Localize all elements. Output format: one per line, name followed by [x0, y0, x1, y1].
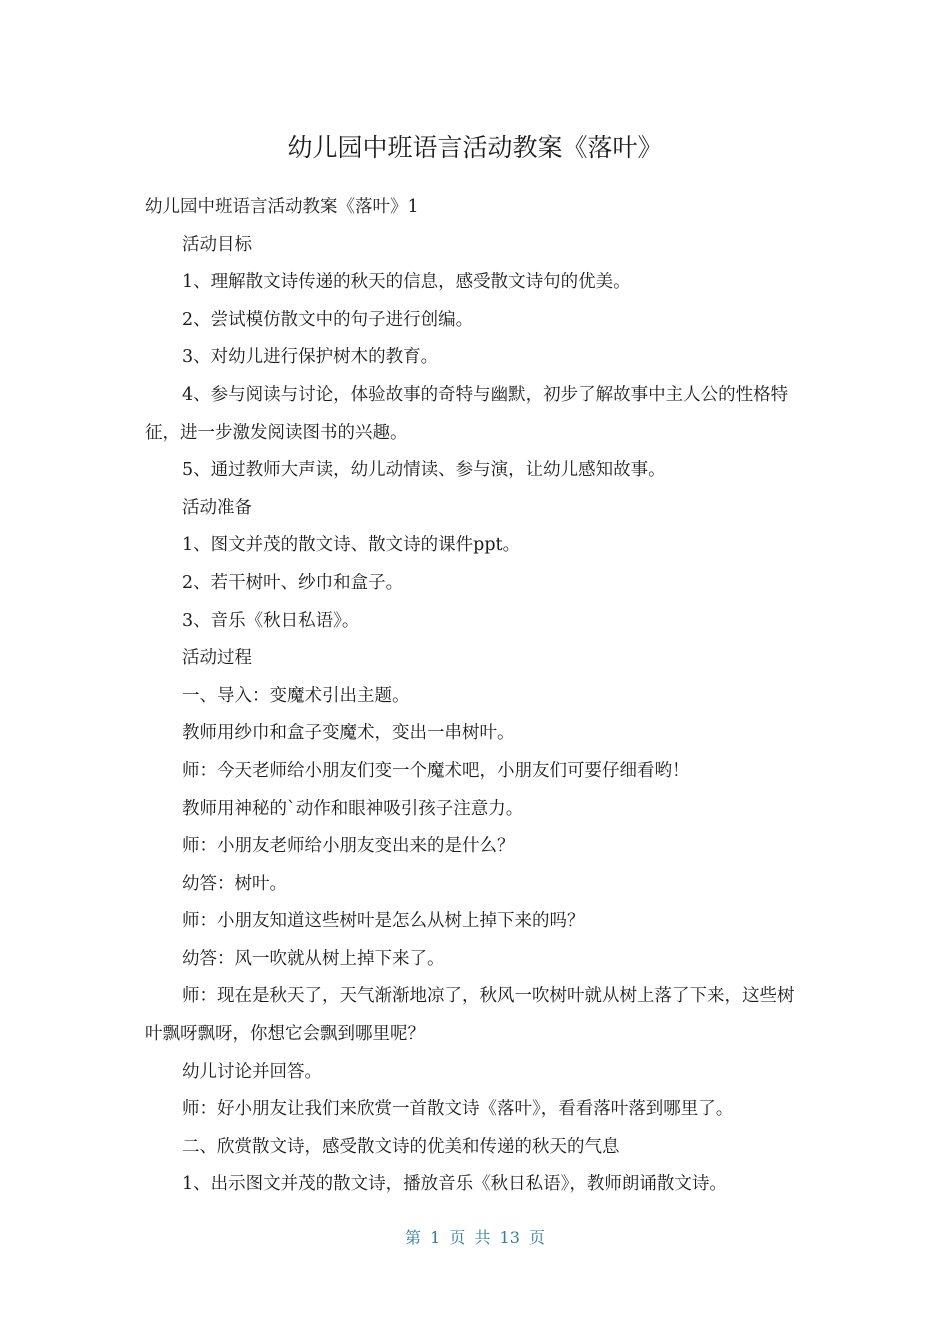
paragraph: 4、参与阅读与讨论，体验故事的奇特与幽默，初步了解故事中主人公的性格特征，进一步激发阅读图书的兴趣。 [145, 384, 789, 443]
document-title: 幼儿园中班语言活动教案《落叶》 [287, 133, 663, 162]
paragraph: 2、尝试模仿散文中的句子进行创编。 [182, 309, 474, 330]
paragraph: 师：今天老师给小朋友们变一个魔术吧，小朋友们可要仔细看哟！ [182, 760, 690, 781]
paragraph: 幼答：树叶。 [182, 873, 287, 894]
document-body [145, 189, 810, 1204]
paragraph: 3、对幼儿进行保护树木的教育。 [182, 347, 439, 368]
paragraph: 1、理解散文诗传递的秋天的信息，感受散文诗句的优美。 [182, 272, 631, 293]
paragraph: 教师用纱巾和盒子变魔术，变出一串树叶。 [182, 723, 515, 744]
paragraph: 2、若干树叶、纱巾和盒子。 [182, 572, 404, 593]
paragraph: 活动准备 [182, 497, 252, 518]
paragraph: 1、图文并茂的散文诗、散文诗的课件ppt。 [182, 535, 521, 556]
paragraph: 活动目标 [182, 234, 252, 255]
paragraph: 幼儿园中班语言活动教案《落叶》1 [145, 197, 419, 217]
paragraph: 活动过程 [182, 648, 252, 669]
paragraph: 幼儿讨论并回答。 [182, 1061, 322, 1082]
paragraph: 教师用神秘的`动作和眼神吸引孩子注意力。 [182, 798, 524, 819]
paragraph: 一、导入：变魔术引出主题。 [182, 685, 410, 706]
page-footer: 第 1 页 共 13 页 [405, 1228, 545, 1247]
paragraph: 3、音乐《秋日私语》。 [182, 610, 360, 631]
paragraph: 二、欣赏散文诗，感受散文诗的优美和传递的秋天的气息 [182, 1136, 620, 1157]
paragraph: 1、出示图文并茂的散文诗，播放音乐《秋日私语》，教师朗诵散文诗。 [182, 1174, 727, 1195]
paragraph: 5、通过教师大声读，幼儿动情读、参与演，让幼儿感知故事。 [182, 460, 666, 481]
paragraph: 师：小朋友知道这些树叶是怎么从树上掉下来的吗？ [182, 911, 585, 932]
paragraph: 师：好小朋友让我们来欣赏一首散文诗《落叶》，看看落叶落到哪里了。 [182, 1099, 734, 1120]
paragraph: 师：小朋友老师给小朋友变出来的是什么？ [182, 836, 515, 857]
paragraph: 幼答：风一吹就从树上掉下来了。 [182, 948, 445, 969]
paragraph: 师：现在是秋天了，天气渐渐地凉了，秋风一吹树叶就从树上落了下来，这些树叶飘呀飘呀，你想它会飘到哪里呢？ [145, 986, 795, 1045]
